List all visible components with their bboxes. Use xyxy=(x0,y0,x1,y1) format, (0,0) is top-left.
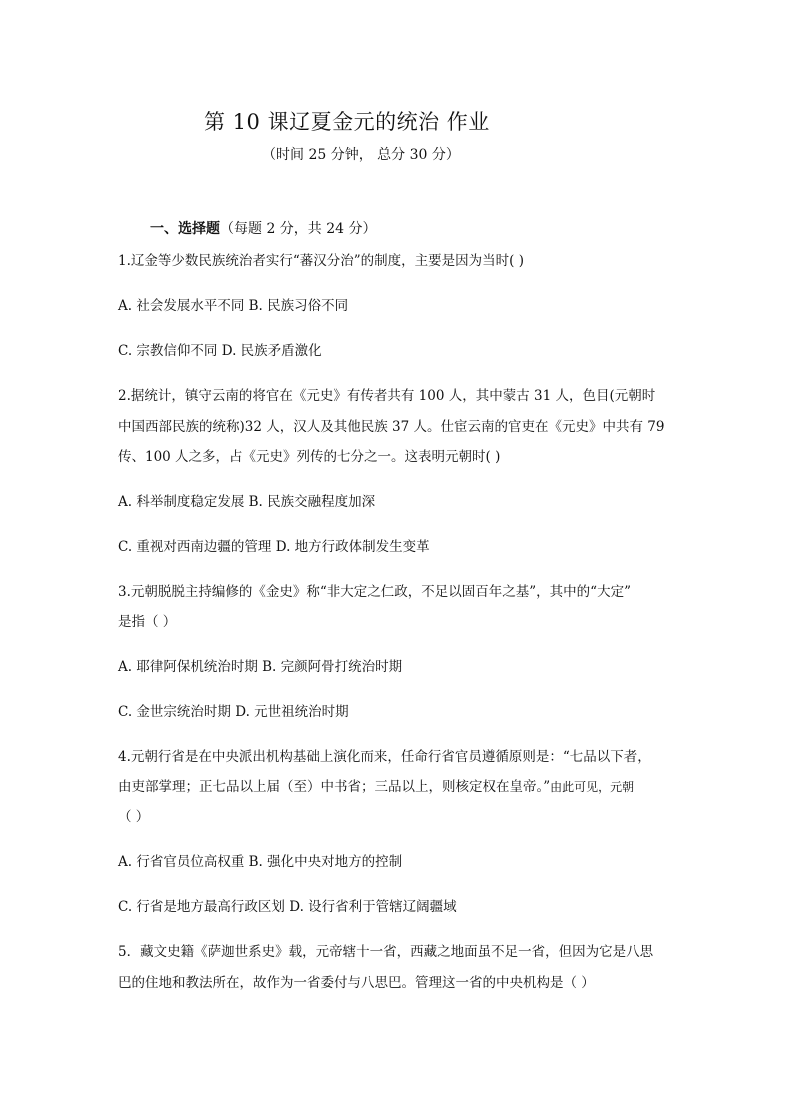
section-title: 一、选择题 xyxy=(150,221,220,237)
q1-stem: 1.辽金等少数民族统治者实行“蕃汉分治”的制度，主要是因为当时( ) xyxy=(118,253,525,269)
q4-stem-line1: 4.元朝行省是在中央派出机构基础上演化而来，任命行省官员遵循原则是：“七品以下者， xyxy=(118,749,651,765)
q4-stem-line2 xyxy=(118,775,634,795)
section-heading xyxy=(150,218,377,238)
q4-stem-line2-tail: 由此可见，元朝 xyxy=(550,780,635,794)
q2-options-cd: C. 重视对西南边疆的管理 D. 地方行政体制发生变革 xyxy=(118,539,430,555)
q3-stem-line2: 是指（ ） xyxy=(118,614,177,630)
q3-stem-line1: 3.元朝脱脱主持编修的《金史》称“非大定之仁政，不足以固百年之基”，其中的“大定” xyxy=(118,584,631,600)
q5-stem-line1: 5．藏文史籍《萨迦世系史》载，元帝辖十一省，西藏之地面虽不足一省，但因为它是八思 xyxy=(118,944,654,960)
q1-options-cd: C. 宗教信仰不同 D. 民族矛盾激化 xyxy=(118,343,322,359)
q2-stem-line2: 中国西部民族的统称)32 人，汉人及其他民族 37 人。仕宦云南的官吏在《元史》中共有 79 xyxy=(118,419,665,435)
q3-options-ab: A. 耶律阿保机统治时期 B. 完颜阿骨打统治时期 xyxy=(118,659,403,675)
q4-options-cd: C. 行省是地方最高行政区划 D. 设行省利于管辖辽阔疆域 xyxy=(118,899,457,915)
section-note: （每题 2 分，共 24 分） xyxy=(220,221,377,237)
q5-stem-line2: 巴的住地和教法所在，故作为一省委付与八思巴。管理这一省的中央机构是（ ） xyxy=(118,975,595,991)
q4-stem-line3: （ ） xyxy=(118,809,150,825)
q2-stem-line1: 2.据统计，镇守云南的将官在《元史》有传者共有 100 人，其中蒙古 31 人，色目(元朝时 xyxy=(118,388,656,404)
q1-options-ab: A. 社会发展水平不同 B. 民族习俗不同 xyxy=(118,298,349,314)
q4-options-ab: A. 行省官员位高权重 B. 强化中央对地方的控制 xyxy=(118,854,403,870)
q2-stem-line3: 传、100 人之多，占《元史》列传的七分之一。这表明元朝时( ) xyxy=(118,449,501,465)
q2-options-ab: A. 科举制度稳定发展 B. 民族交融程度加深 xyxy=(118,494,376,510)
q3-options-cd: C. 金世宗统治时期 D. 元世祖统治时期 xyxy=(118,704,349,720)
worksheet-subtitle: （时间 25 分钟， 总分 30 分） xyxy=(262,147,460,163)
q4-stem-line2-main: 由吏部掌理；正七品以上届（至）中书省；三品以上，则核定权在皇帝。” xyxy=(118,779,551,795)
worksheet-title: 第 10 课辽夏金元的统治 作业 xyxy=(204,110,490,134)
